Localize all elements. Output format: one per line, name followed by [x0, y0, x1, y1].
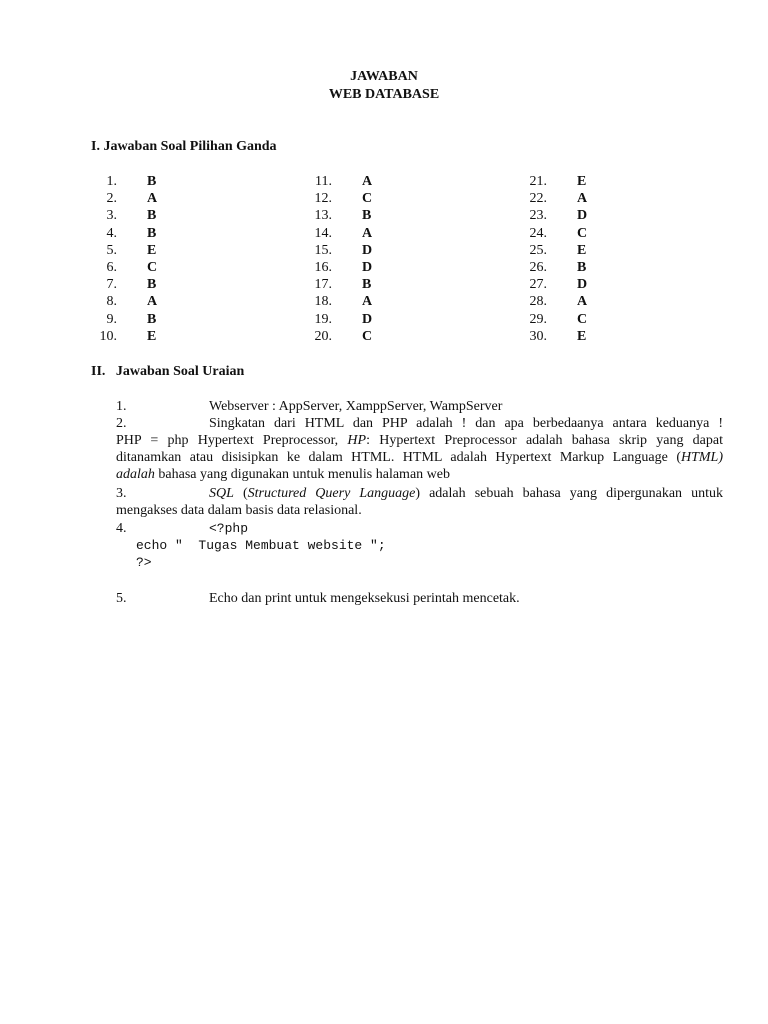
- mc-answer-letter: D: [362, 242, 373, 258]
- mc-question-number: 23.: [529, 208, 547, 224]
- mc-answer-letter: B: [147, 225, 157, 241]
- essay-2-line-4: [116, 466, 723, 483]
- essay-3-open-paren: (: [233, 486, 248, 501]
- mc-answer-letter: A: [362, 225, 373, 241]
- mc-answer-row: [310, 276, 390, 293]
- essay-text-5: Echo dan print untuk mengeksekusi perintah mencetak.: [209, 591, 520, 606]
- mc-answer-letter: B: [147, 277, 157, 293]
- mc-answer-letter: E: [147, 328, 157, 344]
- essay-num-2: 2.: [116, 416, 127, 431]
- mc-answer-row: [525, 207, 605, 224]
- mc-question-number: 4.: [106, 225, 117, 241]
- mc-answer-letter: A: [362, 294, 373, 310]
- essay-2-line-2: [116, 432, 723, 449]
- mc-question-number: 30.: [529, 328, 547, 344]
- mc-question-number: 1.: [106, 174, 117, 189]
- mc-column-1: [95, 173, 175, 345]
- mc-answer-row: [525, 190, 605, 207]
- mc-answer-letter: C: [362, 328, 373, 344]
- mc-answer-row: [310, 293, 390, 310]
- mc-answer-letter: D: [362, 259, 373, 275]
- mc-column-2: [310, 173, 390, 345]
- essay-2-hp-term: HP: [347, 433, 367, 448]
- mc-answer-row: [95, 311, 175, 328]
- essay-3-sql-term: SQL: [209, 486, 234, 501]
- mc-question-number: 21.: [529, 174, 547, 189]
- mc-question-number: 27.: [529, 277, 547, 293]
- section-2-heading: [91, 363, 244, 380]
- mc-question-number: 18.: [314, 294, 332, 310]
- mc-answer-row: [310, 328, 390, 345]
- mc-answer-row: [310, 311, 390, 328]
- mc-question-number: 29.: [529, 311, 547, 327]
- title-line-2: WEB DATABASE: [328, 87, 440, 102]
- mc-answer-row: [310, 225, 390, 242]
- mc-answer-row: [95, 328, 175, 345]
- essay-num-4: 4.: [116, 521, 127, 536]
- mc-answer-row: [310, 190, 390, 207]
- essay-2-line-3: [116, 449, 723, 466]
- mc-answer-row: [310, 259, 390, 276]
- mc-question-number: 14.: [314, 225, 332, 241]
- mc-answer-row: [95, 259, 175, 276]
- mc-question-number: 12.: [314, 191, 332, 207]
- mc-question-number: 13.: [314, 208, 332, 224]
- essay-2-text-line-1: Singkatan dari HTML dan PHP adalah ! dan apa berbedaanya antara keduanya !: [209, 416, 723, 431]
- mc-answer-row: [525, 259, 605, 276]
- mc-answer-letter: C: [577, 225, 588, 241]
- mc-answer-row: [95, 225, 175, 242]
- mc-answer-row: [525, 293, 605, 310]
- mc-answer-letter: E: [147, 242, 157, 258]
- mc-answer-letter: E: [577, 242, 587, 258]
- title-line-1: JAWABAN: [350, 69, 418, 84]
- essay-text-1: Webserver : AppServer, XamppServer, WampServer: [209, 399, 503, 414]
- mc-answer-letter: D: [577, 277, 588, 293]
- essay-3-line-2: mengakses data dalam basis data relasional.: [116, 503, 362, 518]
- mc-answer-row: [95, 276, 175, 293]
- mc-answer-row: [310, 207, 390, 224]
- mc-answer-letter: B: [362, 208, 372, 224]
- mc-answer-row: [95, 293, 175, 310]
- mc-answer-row: [525, 311, 605, 328]
- mc-question-number: 19.: [314, 311, 332, 327]
- code-line-2: echo " Tugas Membuat website ";: [136, 538, 386, 553]
- essay-2-line-4-post: bahasa yang digunakan untuk menulis halaman web: [154, 467, 450, 482]
- mc-answer-letter: A: [577, 294, 588, 310]
- mc-answer-letter: E: [577, 174, 587, 189]
- essay-3-text-line-1: [209, 485, 723, 502]
- mc-answer-letter: D: [362, 311, 373, 327]
- mc-question-number: 5.: [106, 242, 117, 258]
- mc-question-number: 3.: [106, 208, 117, 224]
- mc-answer-letter: B: [147, 311, 157, 327]
- mc-answer-letter: E: [577, 328, 587, 344]
- mc-column-3: [525, 173, 605, 345]
- mc-question-number: 20.: [314, 328, 332, 344]
- mc-question-number: 24.: [529, 225, 547, 241]
- essay-num-3: 3.: [116, 486, 127, 501]
- mc-question-number: 11.: [315, 174, 332, 189]
- mc-answer-row: [95, 242, 175, 259]
- mc-answer-letter: A: [362, 174, 373, 189]
- mc-question-number: 2.: [106, 191, 117, 207]
- essay-2-line-2-post: : Hypertext Preprocessor adalah bahasa skrip yang dapat: [366, 433, 723, 448]
- mc-answer-letter: A: [147, 191, 158, 207]
- mc-question-number: 17.: [314, 277, 332, 293]
- mc-answer-row: [310, 242, 390, 259]
- essay-2-html-term: HTML): [680, 450, 723, 465]
- mc-question-number: 25.: [529, 242, 547, 258]
- mc-answer-row: [525, 225, 605, 242]
- mc-question-number: 9.: [106, 311, 117, 327]
- mc-answer-letter: A: [147, 294, 158, 310]
- essay-2-line-3-text: ditanamkan atau disisipkan ke dalam HTML. HTML adalah Hypertext Markup Language (: [116, 450, 681, 465]
- mc-question-number: 7.: [106, 277, 117, 293]
- code-line-3: ?>: [136, 555, 152, 570]
- mc-answer-row: [95, 190, 175, 207]
- mc-question-number: 15.: [314, 242, 332, 258]
- mc-answer-letter: B: [147, 208, 157, 224]
- essay-num-5: 5.: [116, 591, 127, 606]
- mc-answer-letter: B: [362, 277, 372, 293]
- essay-num-1: 1.: [116, 399, 127, 414]
- mc-answer-letter: B: [577, 259, 587, 275]
- mc-question-number: 26.: [529, 259, 547, 275]
- mc-question-number: 6.: [106, 259, 117, 275]
- essay-2-line-2-pre: PHP = php Hypertext Preprocessor,: [116, 433, 348, 448]
- mc-question-number: 16.: [314, 259, 332, 275]
- mc-answer-letter: C: [147, 259, 158, 275]
- mc-question-number: 22.: [529, 191, 547, 207]
- mc-answer-row: [525, 276, 605, 293]
- section-1-heading: I. Jawaban Soal Pilihan Ganda: [91, 139, 277, 154]
- mc-answer-letter: D: [577, 208, 588, 224]
- section-2-heading-text: II. Jawaban Soal Uraian: [91, 364, 245, 379]
- mc-answer-letter: C: [577, 311, 588, 327]
- mc-answer-letter: B: [147, 174, 157, 189]
- mc-answer-row: [310, 173, 390, 190]
- essay-2-adalah-term: adalah: [116, 467, 155, 482]
- mc-answer-row: [525, 173, 605, 190]
- mc-question-number: 10.: [99, 328, 117, 344]
- mc-answer-row: [95, 173, 175, 190]
- code-line-1: <?php: [209, 521, 249, 536]
- essay-3-post: ) adalah sebuah bahasa yang dipergunakan untuk: [415, 486, 723, 501]
- mc-answer-letter: A: [577, 191, 588, 207]
- mc-answer-letter: C: [362, 191, 373, 207]
- mc-answer-row: [525, 328, 605, 345]
- mc-answer-row: [525, 242, 605, 259]
- mc-question-number: 8.: [106, 294, 117, 310]
- essay-3-sql-full: Structured Query Language: [247, 486, 416, 501]
- mc-answer-row: [95, 207, 175, 224]
- mc-question-number: 28.: [529, 294, 547, 310]
